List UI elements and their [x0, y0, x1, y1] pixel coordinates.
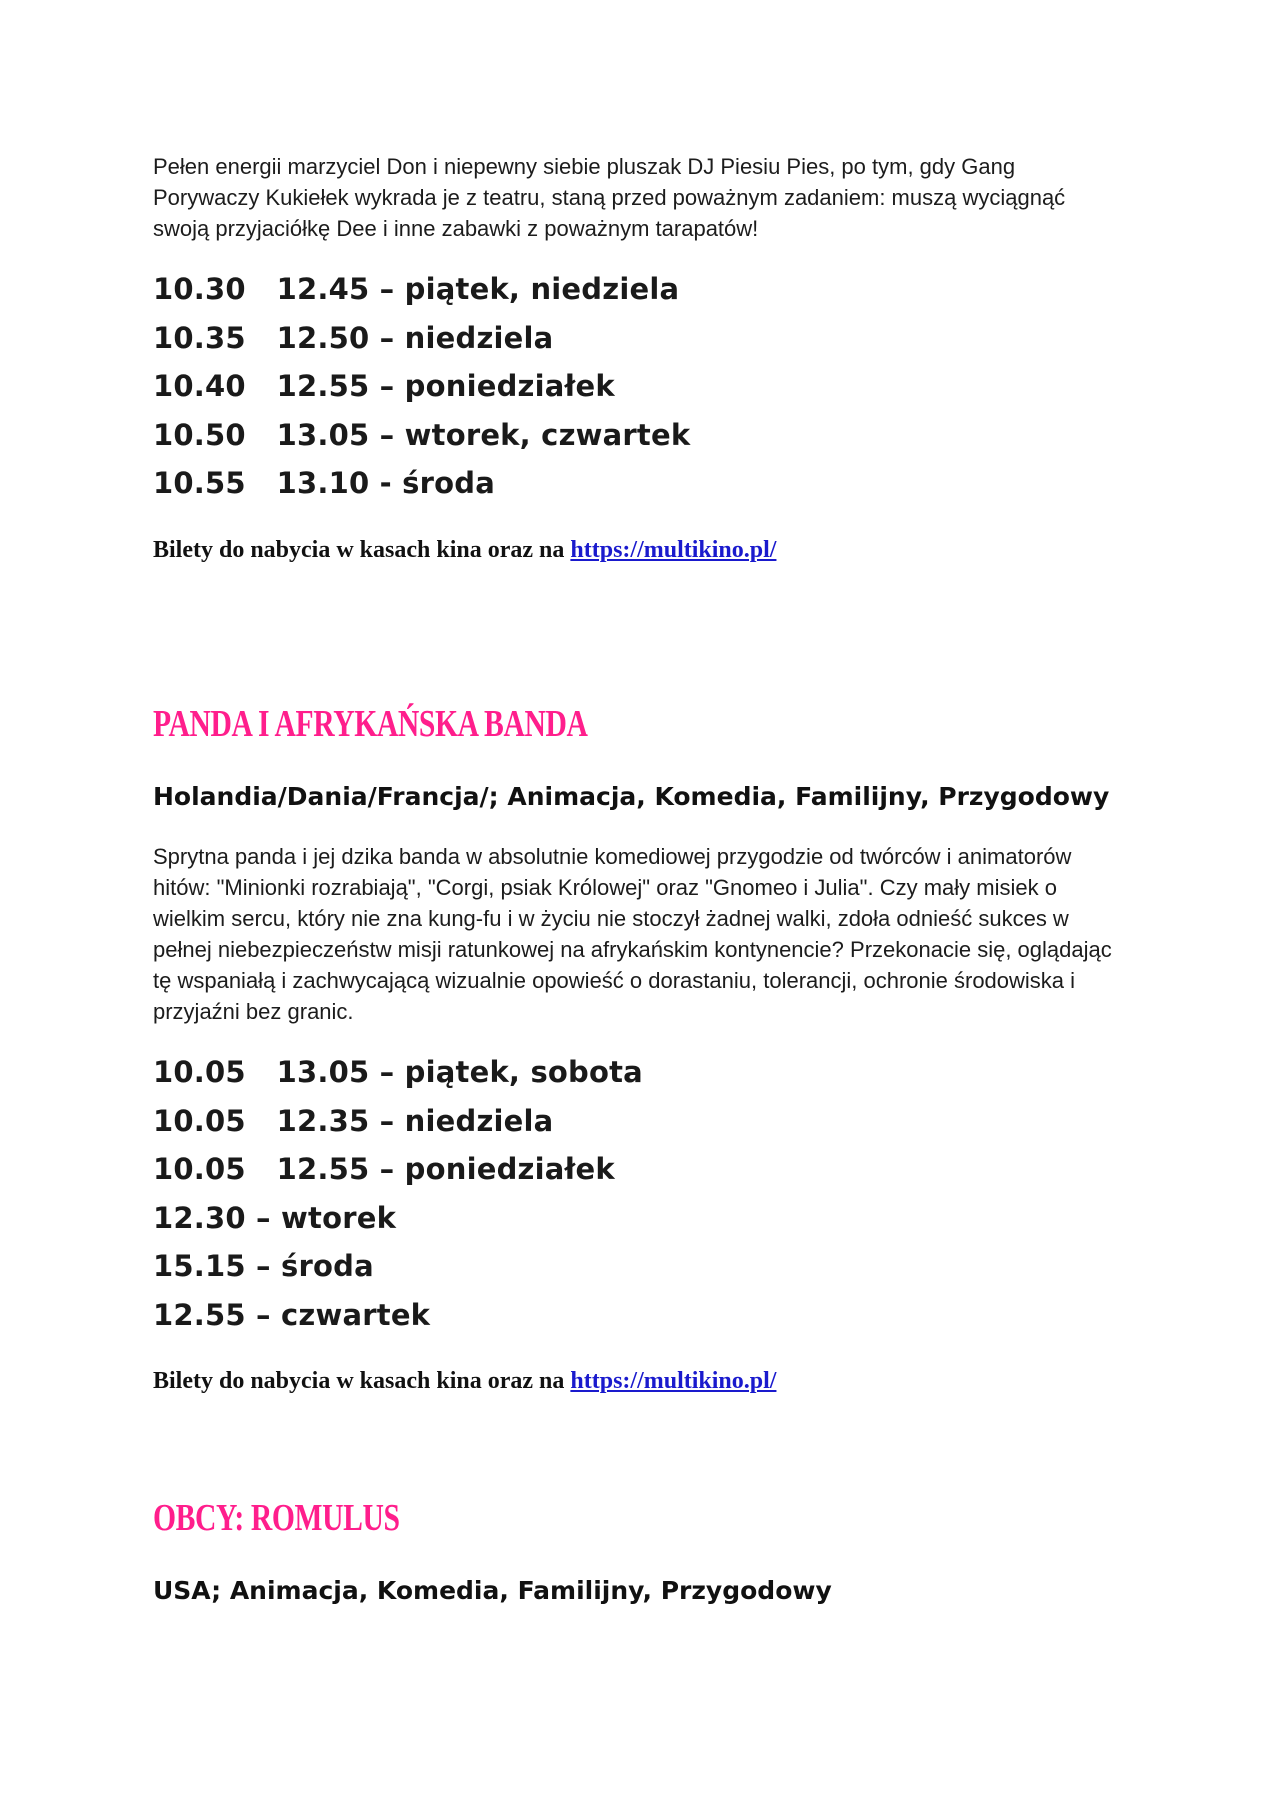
- showtime-row: 10.40 12.55 – poniedziałek: [153, 369, 615, 404]
- showtime-row: 10.05 13.05 – piątek, sobota: [153, 1055, 643, 1089]
- tickets-info: [153, 1366, 776, 1396]
- tickets-link[interactable]: https://multikino.pl/: [570, 1368, 777, 1394]
- movie-title: OBCY: ROMULUS: [153, 1497, 400, 1539]
- showtime-row: 12.30 – wtorek: [153, 1200, 397, 1235]
- tickets-info: [153, 535, 776, 565]
- showtime-row: 12.55 – czwartek: [153, 1297, 431, 1332]
- tickets-link[interactable]: https://multikino.pl/: [570, 537, 777, 563]
- showtime-row: 10.55 13.10 - środa: [153, 466, 495, 501]
- showtime-row: 10.30 12.45 – piątek, niedziela: [153, 272, 680, 306]
- movie-description: Pełen energii marzyciel Don i niepewny siebie pluszak DJ Piesiu Pies, po tym, gdy Gang Porywaczy Kukiełek wykrada je z teatru, staną przed poważnym zadaniem: muszą wyciągnąć swoją przyjaciółkę Dee i inne zabawki z poważnym tarapatów!: [153, 154, 1066, 241]
- showtime-row: 10.35 12.50 – niedziela: [153, 320, 554, 355]
- movie-genre: USA; Animacja, Komedia, Familijny, Przygodowy: [153, 1576, 832, 1605]
- showtimes-list: [153, 1048, 643, 1340]
- movie-genre: Holandia/Dania/Francja/; Animacja, Komedia, Familijny, Przygodowy: [153, 782, 1110, 811]
- movie-description: Sprytna panda i jej dzika banda w absolutnie komediowej przygodzie od twórców i animatorów hitów: "Minionki rozrabiają", "Corgi, psiak Królowej" oraz "Gnomeo i Julia". Czy mały misiek o wielkim sercu, który nie zna kung-fu i w życiu nie stoczył żadnej walki, zdoła odnieść sukces w pełnej niebezpieczeństw misji ratunkowej na afrykańskim kontynencie? Przekonacie się, oglądając tę wspaniałą i zachwycającą wizualnie opowieść o dorastaniu, tolerancji, ochronie środowiska i przyjaźni bez granic.: [153, 844, 1112, 1024]
- showtime-row: 10.05 12.55 – poniedziałek: [153, 1152, 615, 1187]
- showtimes-list: [153, 265, 690, 508]
- showtime-row: 10.50 13.05 – wtorek, czwartek: [153, 417, 691, 452]
- showtime-row: 15.15 – środa: [153, 1249, 374, 1284]
- movie-title: PANDA I AFRYKAŃSKA BANDA: [153, 703, 588, 745]
- tickets-text: Bilety do nabycia w kasach kina oraz na: [153, 1368, 571, 1394]
- tickets-text: Bilety do nabycia w kasach kina oraz na: [153, 537, 571, 563]
- showtime-row: 10.05 12.35 – niedziela: [153, 1103, 554, 1138]
